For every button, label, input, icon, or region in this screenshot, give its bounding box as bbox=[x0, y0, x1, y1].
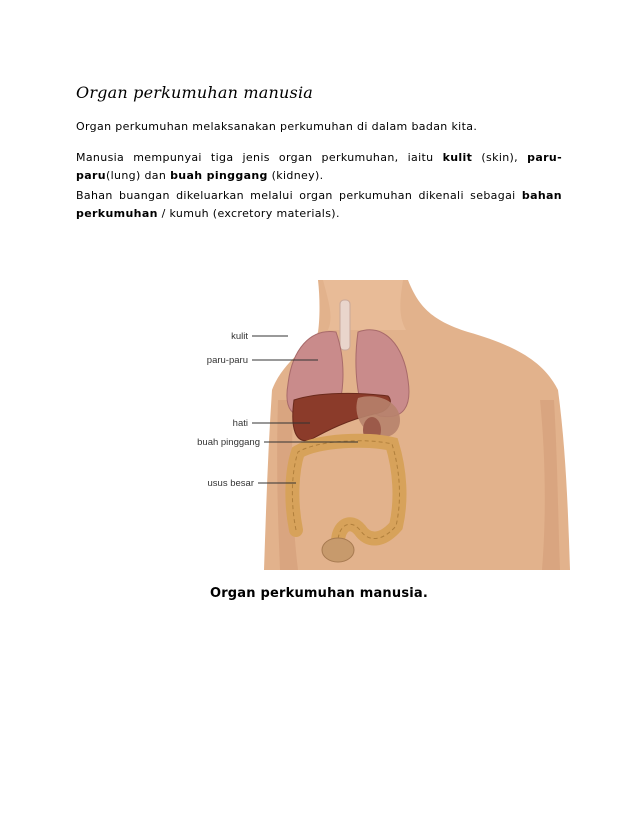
bladder bbox=[322, 538, 354, 562]
neck bbox=[323, 280, 406, 330]
page-title: Organ perkumuhan manusia bbox=[76, 83, 313, 102]
text-run: (lung) dan bbox=[105, 168, 171, 182]
term-bahan-perkumuhan: bahan perkumuhan bbox=[76, 189, 562, 220]
term-buah-pinggang: buah pinggang bbox=[170, 168, 268, 182]
text-run: / kumuh (excretory materials). bbox=[157, 206, 340, 220]
label-hati: hati bbox=[232, 418, 248, 429]
text-run: Bahan buangan dikeluarkan melalui organ perkumuhan dikenali sebagai bbox=[76, 189, 522, 202]
trachea bbox=[340, 300, 350, 350]
figure-caption: Organ perkumuhan manusia. bbox=[209, 586, 429, 601]
paragraph-organs bbox=[76, 149, 562, 184]
term-kulit: kulit bbox=[442, 151, 473, 164]
term-paru-paru: paru-paru bbox=[76, 151, 562, 182]
text-run: (kidney). bbox=[267, 168, 324, 182]
text-run: Manusia mempunyai tiga jenis organ perkumuhan, iaitu bbox=[76, 151, 443, 164]
label-kulit: kulit bbox=[231, 331, 248, 342]
paragraph-materials bbox=[76, 187, 562, 222]
paragraph-intro: Organ perkumuhan melaksanakan perkumuhan di dalam badan kita. bbox=[76, 120, 478, 133]
label-paru-paru: paru-paru bbox=[206, 355, 248, 366]
text-run: (skin), bbox=[472, 151, 528, 164]
label-usus-besar: usus besar bbox=[207, 478, 254, 489]
label-buah-pinggang: buah pinggang bbox=[197, 437, 260, 448]
anatomy-figure bbox=[168, 280, 572, 570]
